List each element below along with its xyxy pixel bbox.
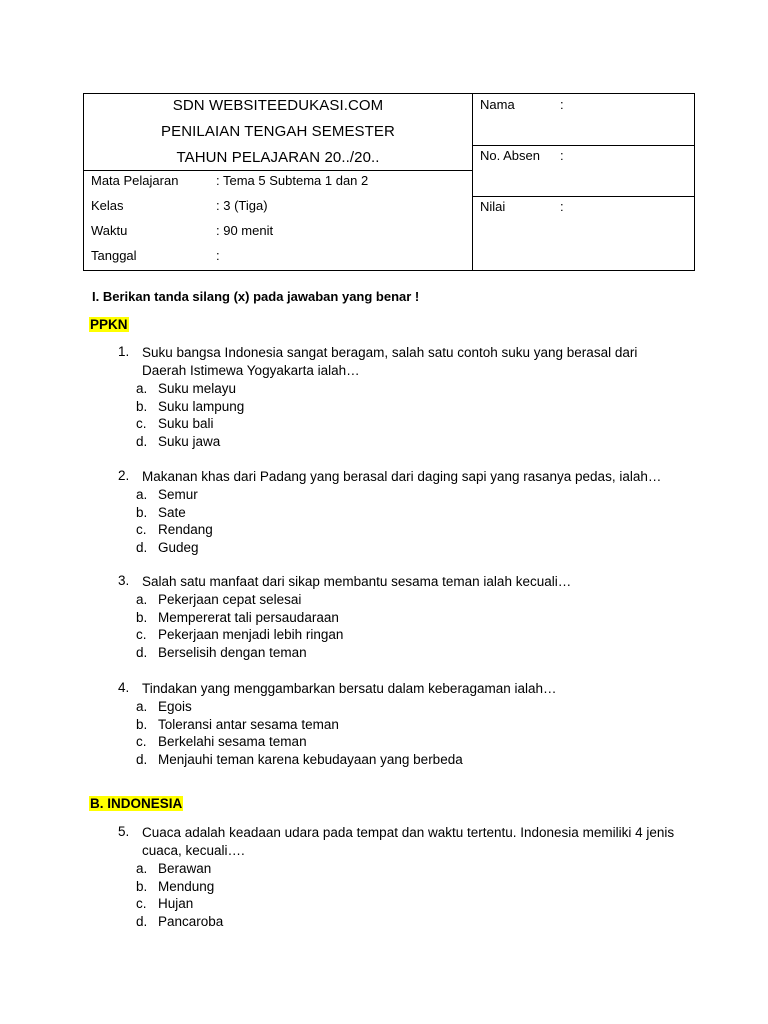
question-number: 4. [118,680,130,695]
option-a: a. Egois [136,699,192,714]
field-label: No. Absen [480,148,540,163]
question-4 [118,680,698,768]
question-number: 2. [118,468,130,483]
instruction-heading: I. Berikan tanda silang (x) pada jawaban yang benar ! [92,289,420,304]
field-colon: : [560,148,564,163]
info-value: : 3 (Tiga) [216,198,268,213]
question-2 [118,468,698,556]
option-a: a. Berawan [136,861,212,876]
option-c: c. Suku bali [136,416,214,432]
question-1 [118,344,698,450]
section-heading-ppkn: PPKN [90,317,128,332]
option-list [136,486,698,556]
info-value: : Tema 5 Subtema 1 dan 2 [216,173,369,188]
question-3 [118,573,698,661]
option-d: d. Menjauhi teman karena kebudayaan yang berbeda [136,751,463,767]
question-text: Tindakan yang menggambarkan bersatu dalam keberagaman ialah… [142,681,557,696]
option-b: b. Mendung [136,878,215,894]
info-label: Tanggal [91,248,137,263]
question-text: Cuaca adalah keadaan udara pada tempat dan waktu tertentu. Indonesia memiliki 4 jenis cuaca, kecuali…. [142,825,675,858]
school-name: SDN WEBSITEEDUKASI.COM [172,97,384,114]
option-c: c. Rendang [136,522,213,538]
field-colon: : [560,97,564,112]
field-colon: : [560,199,564,214]
question-5 [118,824,698,930]
option-list [136,591,698,661]
field-label: Nilai [480,199,506,214]
question-text: Suku bangsa Indonesia sangat beragam, salah satu contoh suku yang berasal dari Daerah Istimewa Yogyakarta ialah… [142,345,638,378]
option-list [136,380,698,450]
option-c: c. Hujan [136,896,194,912]
option-c: c. Berkelahi sesama teman [136,734,307,750]
table-divider-right-2 [472,196,694,197]
section-heading-indonesian: B. INDONESIA [90,796,183,811]
option-list [136,860,698,930]
info-label: Mata Pelajaran [91,173,179,188]
option-d: d. Suku jawa [136,433,221,449]
option-a: a. Pekerjaan cepat selesai [136,592,302,607]
info-label: Waktu [91,223,128,238]
question-number: 1. [118,344,130,359]
option-d: d. Berselisih dengan teman [136,644,307,660]
question-text: Salah satu manfaat dari sikap membantu sesama teman ialah kecuali… [142,574,572,589]
option-b: b. Mempererat tali persaudaraan [136,609,339,625]
exam-title: PENILAIAN TENGAH SEMESTER [161,123,395,140]
table-divider-vertical [472,94,473,270]
question-text: Makanan khas dari Padang yang berasal dari daging sapi yang rasanya pedas, ialah… [142,469,662,484]
question-number: 3. [118,573,130,588]
option-c: c. Pekerjaan menjadi lebih ringan [136,627,344,643]
option-list [136,698,698,768]
info-value: : 90 menit [216,223,274,238]
option-d: d. Gudeg [136,539,199,555]
question-number: 5. [118,824,130,839]
exam-header-table [83,93,695,271]
option-b: b. Suku lampung [136,398,245,414]
option-a: a. Semur [136,487,198,502]
option-b: b. Sate [136,504,186,520]
field-label: Nama [480,97,515,112]
table-divider-left [84,170,472,171]
academic-year: TAHUN PELAJARAN 20../20.. [176,149,380,166]
table-divider-right-1 [472,145,694,146]
option-d: d. Pancaroba [136,913,224,929]
info-label: Kelas [91,198,124,213]
option-b: b. Toleransi antar sesama teman [136,716,339,732]
option-a: a. Suku melayu [136,381,237,396]
info-value: : [216,248,220,263]
